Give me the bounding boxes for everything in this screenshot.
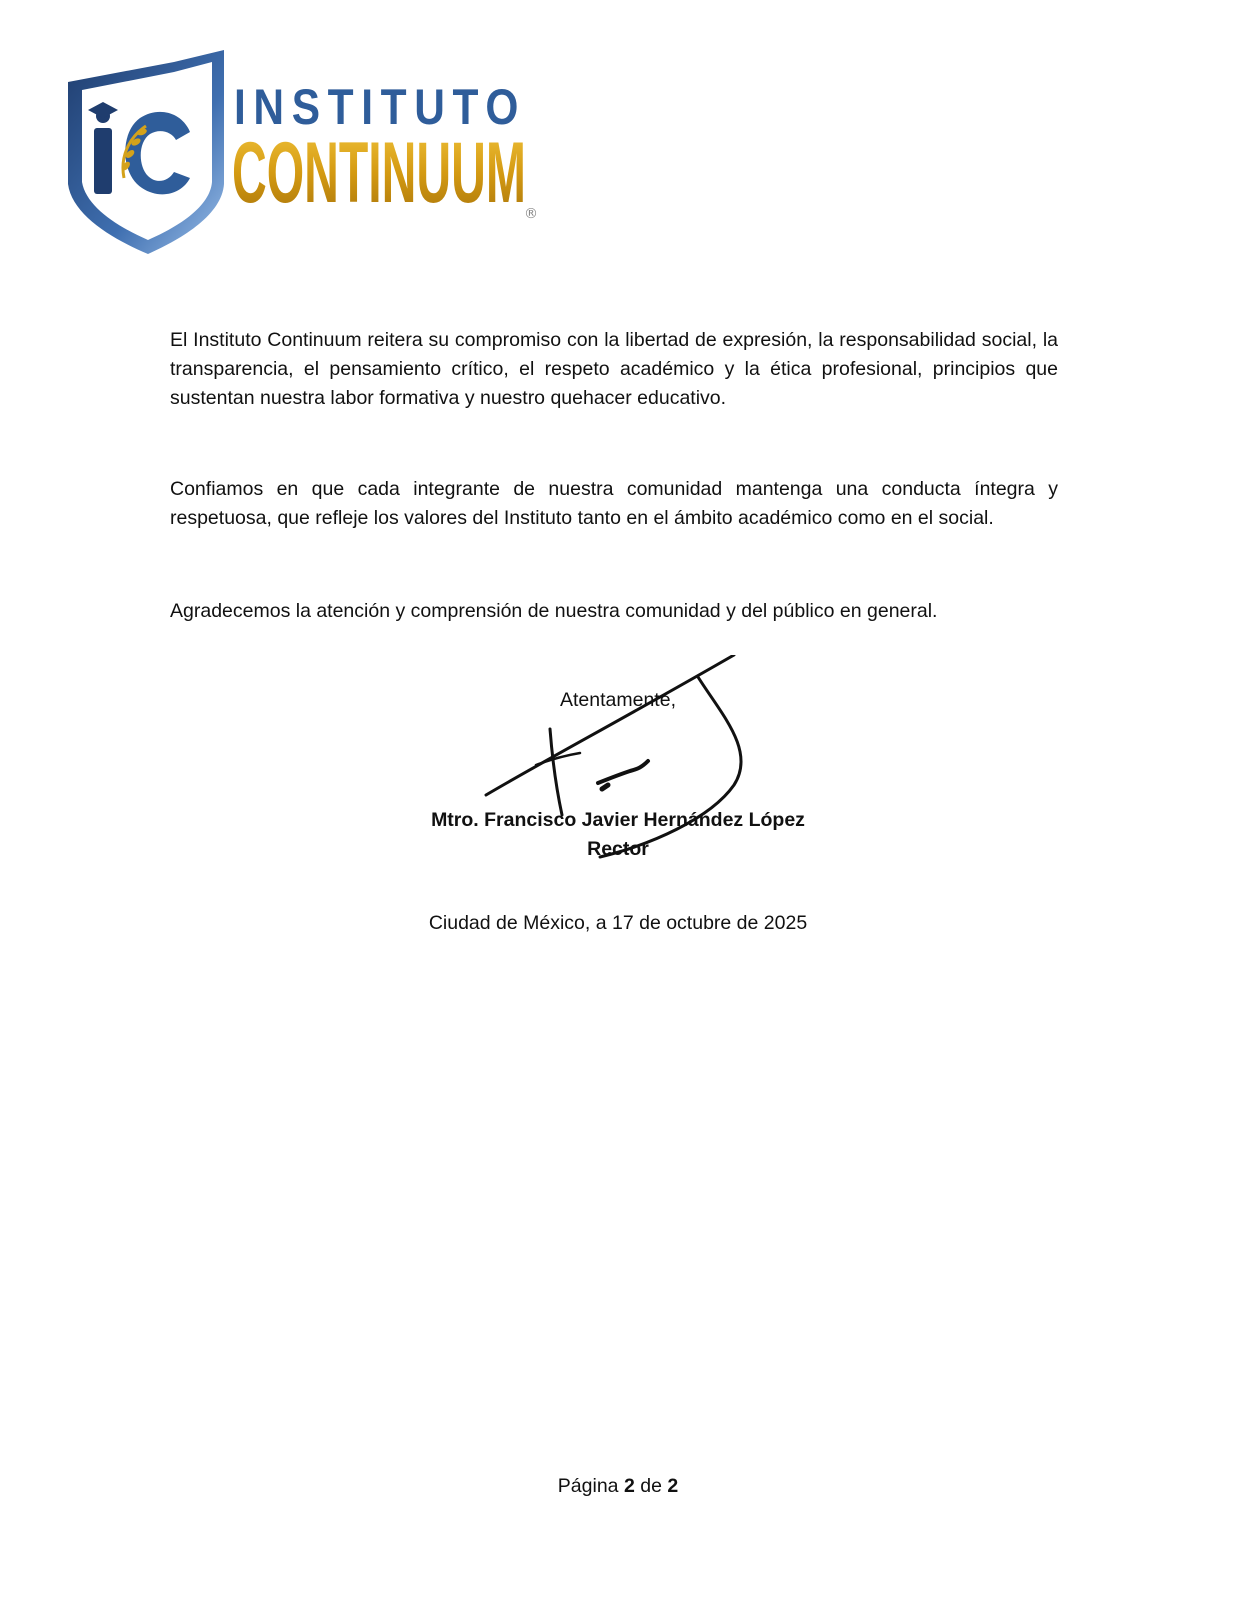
signer-name: Mtro. Francisco Javier Hernández López — [431, 809, 805, 831]
paragraph-conduct: Confiamos en que cada integrante de nuestra comunidad mantenga una conducta íntegra y respetuosa, que refleje los valores del Instituto tanto en el ámbito académico como en el social. — [170, 478, 1058, 529]
closing-salutation: Atentamente, — [560, 689, 676, 711]
paragraph-commitment: El Instituto Continuum reitera su compromiso con la libertad de expresión, la responsabilidad social, la transparencia, el pensamiento crítico, el respeto académico y la ética profesional, principios que sustentan nuestra labor formativa y nuestro quehacer educativo. — [170, 329, 1058, 409]
of-label: de — [640, 1475, 662, 1497]
institute-logo — [62, 46, 562, 258]
registered-mark: ® — [524, 206, 538, 222]
current-page-number: 2 — [623, 1475, 635, 1497]
shield-icon — [68, 50, 224, 254]
total-pages-number: 2 — [667, 1475, 679, 1497]
paragraph-thanks: Agradecemos la atención y comprensión de nuestra comunidad y del público en general. — [170, 600, 938, 622]
logo-line1: INSTITUTO — [234, 79, 526, 135]
signer-title: Rector — [587, 838, 649, 860]
place-and-date: Ciudad de México, a 17 de octubre de 2025 — [428, 912, 808, 934]
page-footer — [0, 1472, 1236, 1501]
logo-line2: CONTINUUM — [232, 125, 526, 221]
page-label: Página — [557, 1475, 619, 1497]
